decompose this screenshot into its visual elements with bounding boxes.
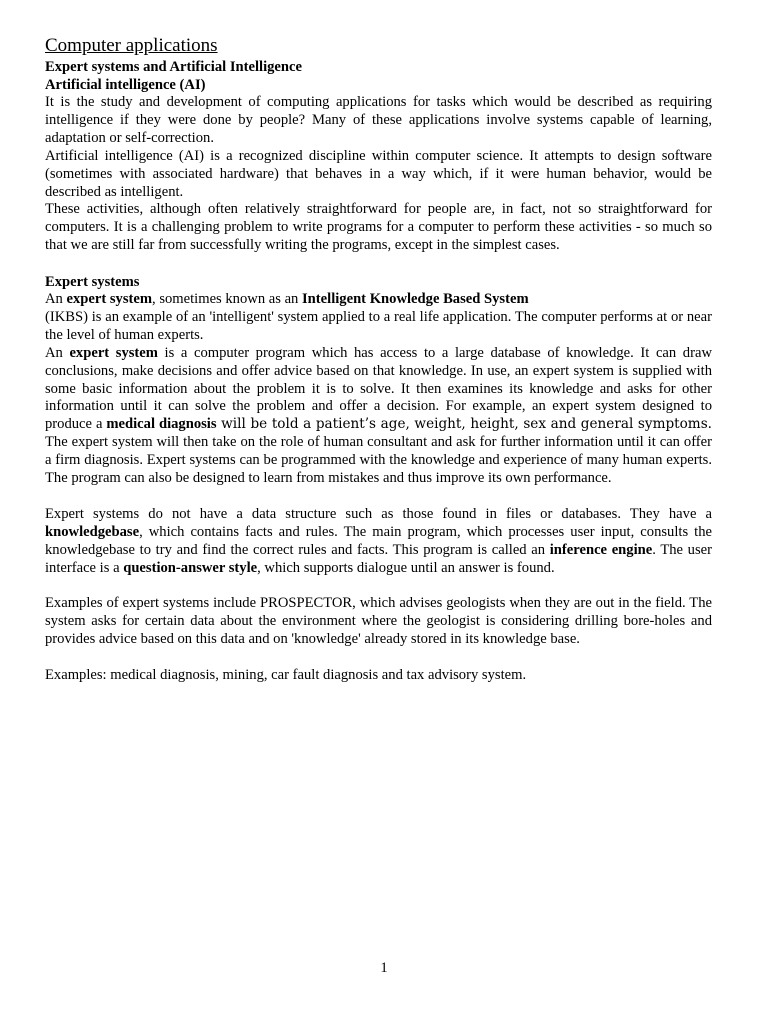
- paragraph-examples: Examples: medical diagnosis, mining, car fault diagnosis and tax advisory system.: [45, 667, 527, 684]
- spacer: [45, 255, 712, 273]
- page-number: 1: [380, 960, 388, 976]
- paragraph-ai-discipline: Artificial intelligence (AI) is a recognized discipline within computer science. It attempts to design software (sometimes with associated hardware) that behaves in a way which, if it were human behavior, would be described as intelligent.: [45, 147, 712, 200]
- spacer: [45, 578, 712, 596]
- section-heading-expert-systems: Expert systems: [45, 274, 140, 291]
- paragraph-ai-definition: It is the study and development of computing applications for tasks which would be described as requiring intelligence if they were done by people? Many of these applications involve systems capable of learning, adaptation or self-correction.: [45, 94, 712, 146]
- paragraph-ikbs: (IKBS) is an example of an 'intelligent' system applied to a real life application. The computer performs at or near the level of human experts.: [45, 308, 712, 343]
- paragraph-ai-challenge: These activities, although often relatively straightforward for people are, in fact, not so straightforward for computers. It is a challenging problem to write programs for a computer to perform these activities - so much so that we are still far from successfully writing the programs, except in the simplest cases.: [45, 201, 712, 254]
- paragraph-expert-program: An expert system is a computer program which has access to a large database of knowledge. It can draw conclusions, make decisions and offer advice based on that knowledge. In use, an expert system is supplied with some basic information about the problem it is to solve. It then examines its knowledge and asks for other information until it can solve the problem and offer a decision. For example, an expert system designed to produce a medical diagnosis will be told a patient’s age, weight, height, sex and general symptoms. The expert system will then take on the role of human consultant and ask for further information until it can offer a firm diagnosis. Expert systems can be programmed with the knowledge and experience of many human experts. The program can also be designed to learn from mistakes and thus improve its own performance.: [45, 344, 712, 487]
- spacer: [45, 649, 712, 667]
- document-page: [45, 34, 712, 685]
- paragraph-knowledgebase: Expert systems do not have a data structure such as those found in files or databases. They have a knowledgebase, which contains facts and rules. The main program, which processes user input, consults the knowledgebase to try and find the correct rules and facts. This program is called an inference engine. The user interface is a question-answer style, which supports dialogue until an answer is found.: [45, 505, 712, 576]
- paragraph-prospector: Examples of expert systems include PROSPECTOR, which advises geologists when they are out in the field. The system asks for certain data about the environment where the geologist is considering drilling bore-holes and provides advice based on this data and on 'knowledge' already stored in its knowledge base.: [45, 595, 712, 648]
- section-heading-ai: Artificial intelligence (AI): [45, 77, 206, 93]
- document-title: Computer applications: [45, 35, 218, 56]
- paragraph-expert-intro: An expert system, sometimes known as an Intelligent Knowledge Based System: [45, 291, 529, 308]
- spacer: [45, 488, 712, 506]
- section-heading-expert-ai: Expert systems and Artificial Intelligence: [45, 59, 302, 75]
